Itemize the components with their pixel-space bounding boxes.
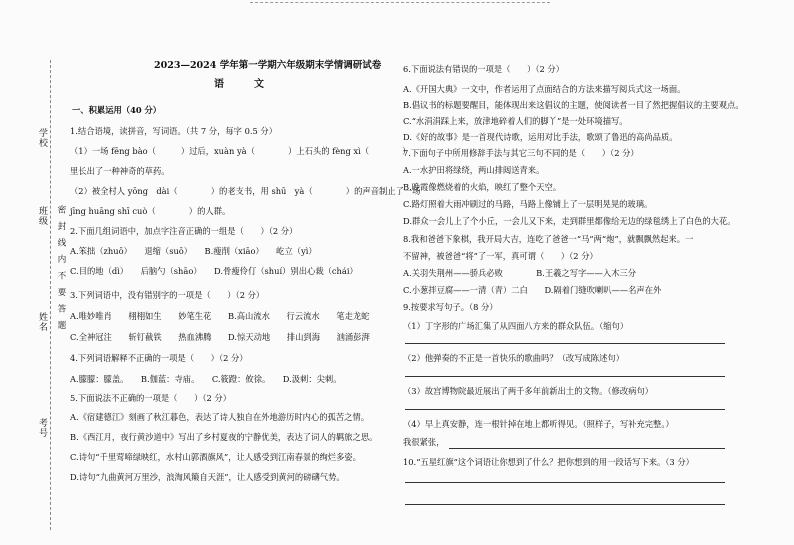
- question-2: 2.下面几组词语中，加点字注音正确的一组是（ ）（2 分）: [70, 226, 298, 236]
- question-4: 4.下列词语解释不正确的一项是（ ）（2 分）: [70, 353, 248, 363]
- right-column: [403, 0, 744, 545]
- question-9-part-1: （1）丁字形的广场汇集了从四面八方来的群众队伍。（缩句）: [403, 321, 629, 331]
- seal-line-notice: 密封线内不要答题: [56, 205, 66, 337]
- answer-line[interactable]: [405, 343, 725, 344]
- question-9-part-3: （3）故宫博物院最近展出了两千多年前新出土的文物。（修改病句）: [403, 386, 654, 396]
- question-2-options-cd: C.目的地（dì） 后脑勺（shāo） D.骨瘦伶仃（shuí）别出心裁（chái）: [70, 266, 358, 276]
- question-5-option-b: B.《西江月，夜行黄沙道中》写出了乡村夏夜的宁静优美，表达了词人的羁旅之思。: [70, 432, 378, 442]
- question-6-option-a: A.《开国大典》一文中，作者运用了点面结合的方法来描写阅兵式这一场面。: [403, 84, 686, 94]
- question-5-option-c: C.诗句“千里莺啼绿映红，水村山郭酒旗风”，让人感受到江南春景的绚烂多姿。: [70, 452, 361, 462]
- question-8-options-ab: A.关羽失荆州——骄兵必败 B.王羲之写字——入木三分: [403, 268, 637, 278]
- question-8: 8.我和爸爸下象棋，我开局大吉，连吃了爸爸一“马”两“炮”，就飘飘然起来。一: [403, 234, 694, 244]
- question-3: 3.下列词语中，没有错别字的一项是（ ）（2 分）: [70, 290, 265, 300]
- class-label: 班级: [37, 206, 47, 226]
- question-8-options-cd: C.小葱拌豆腐——一清（青）二白 D.隔着门缝吹喇叭——名声在外: [403, 285, 662, 295]
- binding-strip: [0, 0, 66, 545]
- exam-title: 2023—2024 学年第一学期六年级期末学情调研试卷: [154, 60, 382, 71]
- question-6-option-d: D.《好的故事》是一首现代诗歌，运用对比手法，歌颂了鲁迅的高尚品质。: [403, 132, 678, 142]
- question-1-part-2-cont: jīng huāng shī cuò（ ）的人群。: [70, 206, 231, 216]
- question-7-option-c: C.路灯照着大雨冲刷过的马路，马路上像铺上了一层明晃晃的玻璃。: [403, 199, 653, 209]
- question-1-part-1: （1）一场 fēng bào（ ）过后，xuàn yà（ ）上石头的 fèng xì（ ）: [70, 146, 411, 156]
- exam-number-label: 考号: [37, 418, 47, 438]
- question-2-options-ab: A.笨拙（zhuō） 退缩（suō） B.瘦削（xiāo） 屹立（yì）: [70, 246, 317, 256]
- answer-line[interactable]: [405, 504, 725, 505]
- question-7-option-b: B.晚霞像燃烧着的火焰，映红了整个天空。: [403, 182, 562, 192]
- left-column: [66, 0, 421, 545]
- question-1: 1.结合语境，读拼音，写词语。（共 7 分，每字 0.5 分）: [70, 126, 278, 136]
- question-6-option-b: B.倡议书的标题要醒目，能体现出来这倡议的主题，使阅读者一目了然把握倡议的主要观点。: [403, 100, 744, 110]
- question-8-cont: 不留神，被爸爸“将”了一军，真可谓（ ）（2 分）: [403, 251, 598, 261]
- question-6-option-c: C.“水涓涓踩上来，放津地碎着人们的脚丫”是一处环境描写。: [403, 116, 628, 126]
- question-1-part-1-cont: 里长出了一种神奇的草药。: [70, 166, 170, 176]
- question-9: 9.按要求写句子。（8 分）: [403, 302, 498, 312]
- question-5-option-d: D.诗句“九曲黄河万里沙，浪淘风簸自天涯”，让人感受到黄河的磅礴气势。: [70, 472, 345, 482]
- question-1-part-2: （2）被全村人 yōng dài（ ）的老支书，用 shū yà（ ）的声音制止了一场: [70, 186, 421, 196]
- question-5-option-a: A.《宿建德江》刻画了秋江暮色，表达了诗人独自在外地游历时内心的孤苦之情。: [70, 412, 370, 422]
- question-3-options-cd: C.全神冠注 斩钉截铁 热血沸腾 D.惊天动地 排山到海 汹涌彭湃: [70, 332, 370, 342]
- question-9-part-4-prompt: 我很紧张，: [403, 437, 445, 447]
- name-label: 姓名: [37, 312, 47, 332]
- school-label: 学校: [37, 128, 47, 148]
- question-3-options-ab: A.唯妙唯肖 栩栩如生 妙笔生花 B.高山流水 行云流水 笔走龙蛇: [70, 311, 370, 321]
- question-9-part-2: （2）他弹奏的不正是一首快乐的歌曲吗？（改写成陈述句）: [403, 353, 624, 363]
- question-7-option-d: D.群众一会儿上了个小丘，一会儿又下来，走到群里都像给无边的绿毯绣上了白色的大花。: [403, 216, 736, 226]
- answer-line[interactable]: [405, 482, 725, 483]
- section-heading: 一、积累运用（40 分）: [72, 105, 162, 115]
- question-10: 10.“五星红旗”这个词语让你想到了什么？把你想到的用一段话写下来。（3 分）: [403, 457, 694, 467]
- answer-line[interactable]: [449, 448, 725, 449]
- question-9-part-4: （4）早上真安静，连一根针掉在地上都听得见。（照样子，写补充完整。）: [403, 419, 674, 429]
- answer-line[interactable]: [405, 376, 725, 377]
- binding-dashed-line: [50, 60, 51, 530]
- question-7: 7.下面句子中所用修辞手法与其它三句不同的是（ ）（2 分）: [403, 148, 639, 158]
- question-5: 5.下面说法不正确的一项是（ ）（2 分）: [70, 393, 232, 403]
- question-6: 6.下面说法有错误的一项是（ ）（2 分）: [403, 64, 565, 74]
- question-7-option-a: A.一水护田将绿绕，两山排闼送青来。: [403, 165, 545, 175]
- question-4-options: A.朦朦：朦盖。 B.伽蓝：寺庙。 C.筱蹬：攸徐。 D.汲刺：尖刺。: [70, 374, 342, 384]
- subject-title: 语 文: [214, 79, 274, 90]
- answer-line[interactable]: [405, 409, 725, 410]
